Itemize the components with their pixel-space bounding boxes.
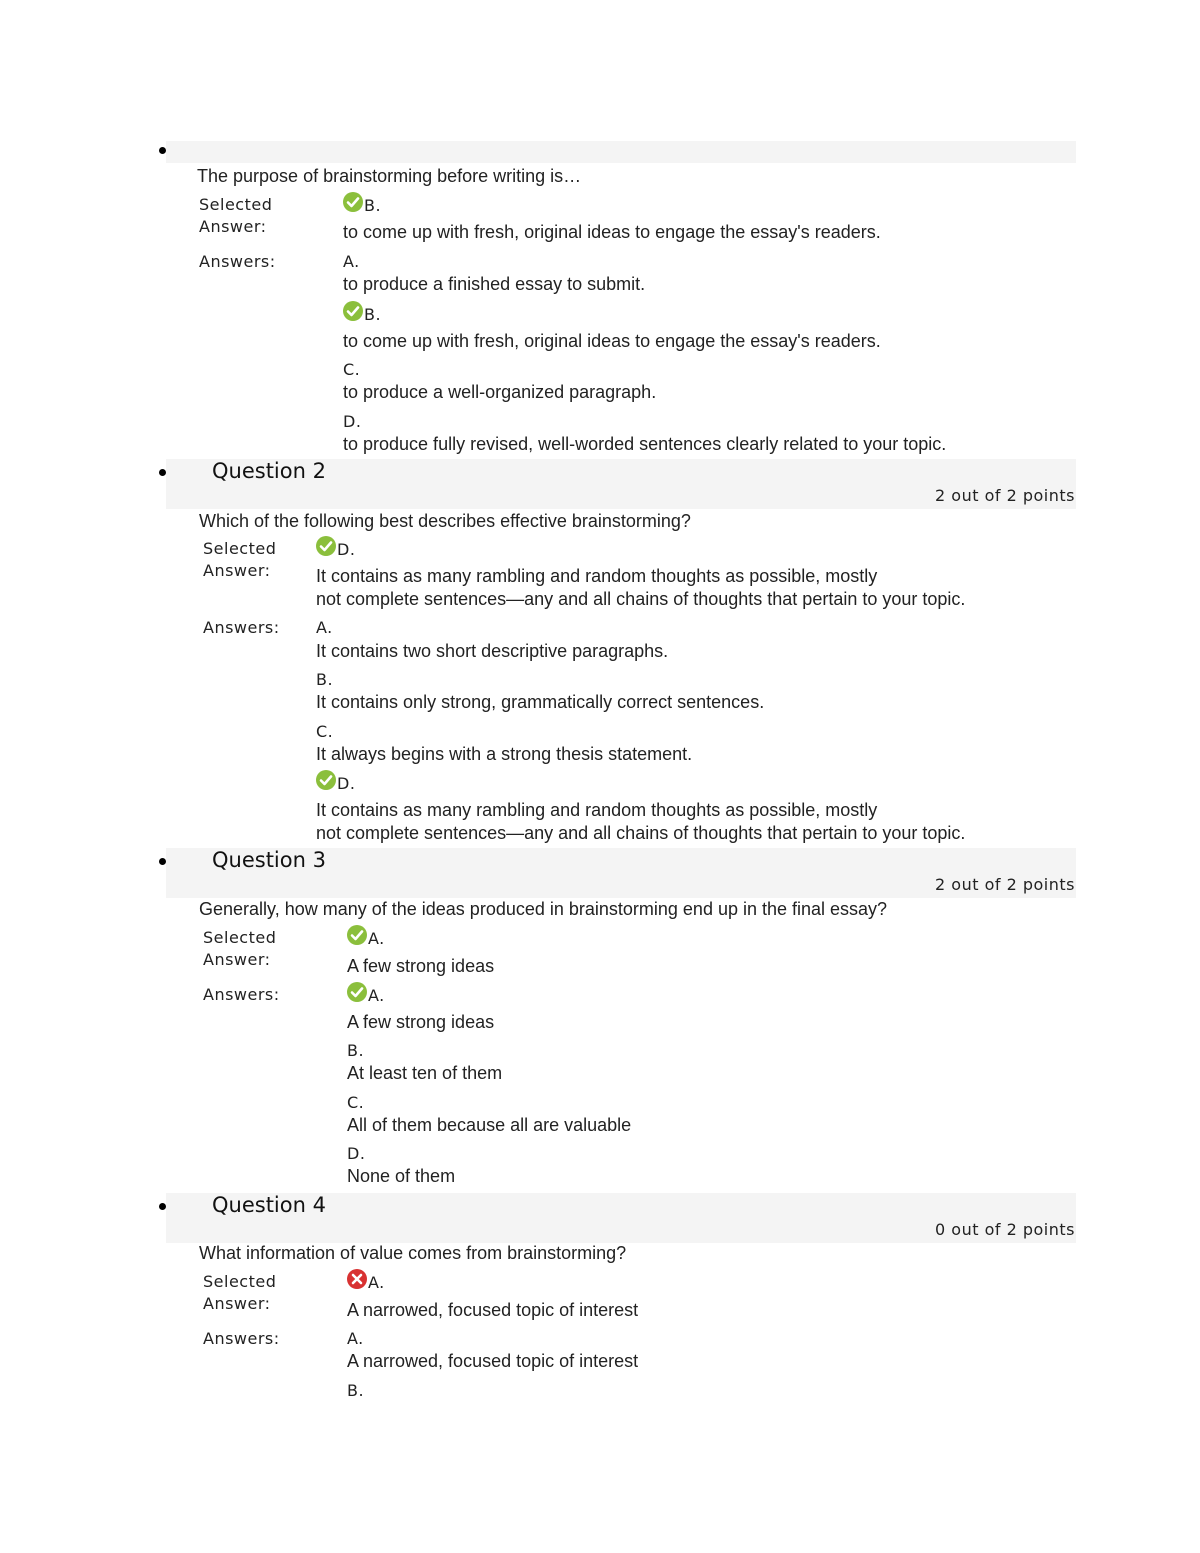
selected-answer-label: Selected Answer: [203,1272,277,1313]
selected-answer-label: Selected Answer: [203,539,277,580]
x-circle-icon [347,1269,367,1289]
check-circle-icon [316,536,336,556]
question-text: The purpose of brainstorming before writing is… [197,166,582,186]
answers-label: Answers: [203,985,280,1004]
answer-letter: C. [343,360,361,379]
answer-letter: A. [343,252,360,271]
answers-label: Answers: [203,618,280,637]
points-score: 2 out of 2 points [935,875,1075,894]
answer-text: to produce a well-organized paragraph. [343,382,657,402]
answer-text: to come up with fresh, original ideas to engage the essay's readers. [343,331,881,351]
question-text: Which of the following best describes effective brainstorming? [199,511,691,531]
answer-letter: B. [343,304,381,324]
selected-answer-text: A narrowed, focused topic of interest [347,1300,639,1320]
answer-text: to produce fully revised, well-worded sentences clearly related to your topic. [343,434,947,454]
answer-text: All of them because all are valuable [347,1115,632,1135]
selected-answer-letter: A. [347,1272,385,1292]
check-circle-icon [343,192,363,212]
points-score: 0 out of 2 points [935,1220,1075,1239]
question-title: Question 3 [212,848,326,872]
check-circle-icon [343,301,363,321]
answer-text: It contains two short descriptive paragraphs. [316,641,669,661]
answer-text: A narrowed, focused topic of interest [347,1351,639,1371]
answer-letter: A. [347,1329,364,1348]
answer-text: At least ten of them [347,1063,503,1083]
bullet [159,147,166,154]
answer-text: None of them [347,1166,456,1186]
check-circle-icon [316,770,336,790]
answer-letter: D. [347,1144,366,1163]
answer-letter: A. [347,985,385,1005]
answer-letter: A. [316,618,333,637]
selected-answer-label: Selected Answer: [199,195,273,236]
selected-answer-label: Selected Answer: [203,928,277,969]
selected-answer-text: A few strong ideas [347,956,495,976]
check-circle-icon [347,982,367,1002]
answer-letter: B. [347,1381,365,1400]
answer-text: A few strong ideas [347,1012,495,1032]
answer-letter: B. [316,670,334,689]
selected-answer-letter: D. [316,539,355,559]
bullet [159,469,166,476]
answer-text: It contains only strong, grammatically correct sentences. [316,692,765,712]
answer-text: It contains as many rambling and random thoughts as possible, mostly not complete sentences—any and all chains of thoughts that pertain to your topic. [316,800,966,843]
check-circle-icon [347,925,367,945]
answer-letter: C. [347,1093,365,1112]
answer-letter: B. [347,1041,365,1060]
answers-label: Answers: [203,1329,280,1348]
answer-letter: C. [316,722,334,741]
question-title: Question 4 [212,1193,326,1217]
answer-letter: D. [316,773,355,793]
question-text: What information of value comes from brainstorming? [199,1243,627,1263]
selected-answer-letter: B. [343,195,381,215]
points-score: 2 out of 2 points [935,486,1075,505]
answers-label: Answers: [199,252,276,271]
answer-text: to produce a finished essay to submit. [343,274,646,294]
answer-letter: D. [343,412,362,431]
question-text: Generally, how many of the ideas produced in brainstorming end up in the final essay? [199,899,888,919]
selected-answer-text: to come up with fresh, original ideas to engage the essay's readers. [343,222,881,242]
bullet [159,858,166,865]
answer-text: It always begins with a strong thesis statement. [316,744,693,764]
selected-answer-text: It contains as many rambling and random thoughts as possible, mostly not complete sentences—any and all chains of thoughts that pertain to your topic. [316,566,966,609]
question-header-bar [166,141,1076,163]
bullet [159,1203,166,1210]
selected-answer-letter: A. [347,928,385,948]
question-title: Question 2 [212,459,326,483]
